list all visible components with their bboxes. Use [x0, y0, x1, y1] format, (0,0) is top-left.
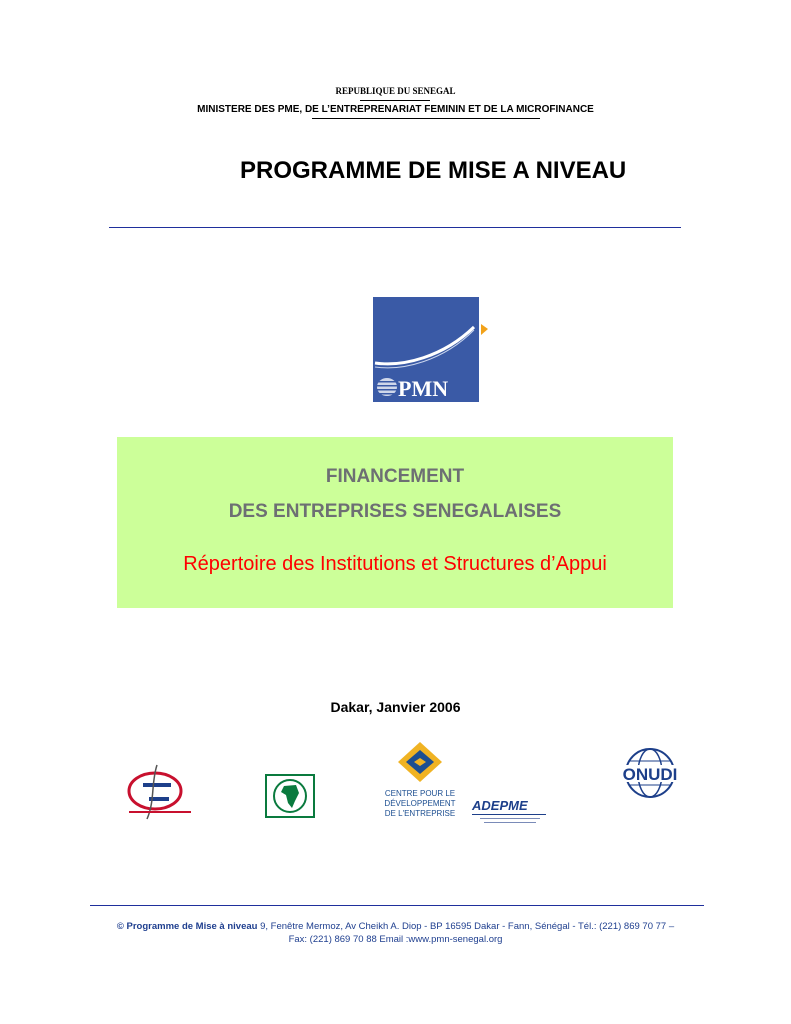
cde-text-line2: DÉVELOPPEMENT	[384, 799, 456, 808]
box-title-line2: DES ENTREPRISES SENEGALAISES	[228, 501, 562, 522]
footer-address: 9, Fenêtre Mermoz, Av Cheikh A. Diop - BP 16595 Dakar - Fann, Sénégal - Tél.: (221) 869 70 77 –	[257, 921, 675, 932]
cde-text-line3: DE L'ENTREPRISE	[384, 809, 456, 818]
onudi-text: ONUDI	[622, 765, 678, 784]
cde-text-line1: CENTRE POUR LE	[384, 789, 456, 798]
box-subtitle: Répertoire des Institutions et Structures d’Appui	[183, 553, 607, 575]
adepme-text: ADEPME	[472, 798, 528, 813]
footer-address-line1	[0, 921, 791, 932]
footer-copyright: © Programme de Mise à niveau	[116, 921, 258, 932]
bad-logo-icon	[264, 773, 316, 819]
adepme-logo-icon	[470, 796, 550, 826]
page-title: PROGRAMME DE MISE A NIVEAU	[240, 157, 627, 184]
title-divider	[109, 227, 681, 228]
ministry-heading: MINISTERE DES PME, DE L’ENTREPRENARIAT FEMININ ET DE LA MICROFINANCE	[197, 104, 594, 115]
onudi-logo-icon	[610, 746, 690, 804]
box-title-line1: FINANCEMENT	[325, 466, 465, 487]
gfd-logo-icon	[125, 755, 195, 823]
footer-contact-line2: Fax: (221) 869 70 88 Email :www.pmn-senegal.org	[288, 934, 503, 945]
footer-divider	[90, 905, 704, 906]
republic-heading: REPUBLIQUE DU SENEGAL	[335, 86, 456, 96]
pmn-logo-icon	[373, 297, 491, 402]
cde-logo-icon	[384, 740, 456, 822]
place-date: Dakar, Janvier 2006	[330, 699, 461, 715]
pmn-logo-text: PMN	[398, 376, 449, 401]
ministry-underline	[312, 118, 540, 119]
republic-underline	[360, 100, 430, 101]
